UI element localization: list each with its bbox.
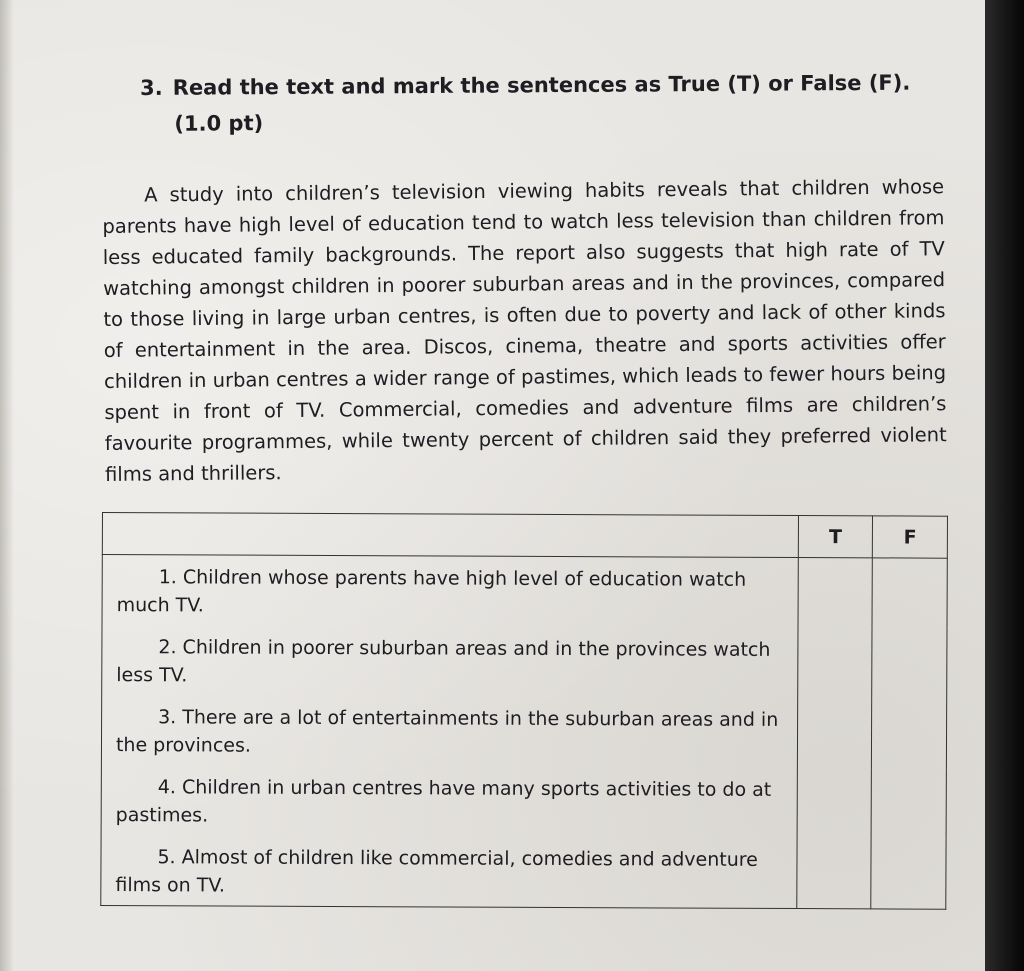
false-answer-box-3[interactable] xyxy=(872,698,947,768)
true-answer-box-1[interactable] xyxy=(798,558,873,629)
true-answer-box-4[interactable] xyxy=(797,768,872,838)
false-answer-box-1[interactable] xyxy=(872,558,947,629)
page-left-edge xyxy=(0,0,14,971)
reading-passage: A study into children’s television viewing habits reveals that children whose parents have high level of education tend to watch less television than children from less educated family backgrounds. The report also suggests that high rate of TV watching amongst children in poorer suburban areas and in the provinces, compared to those living in large urban centres, is often due to poverty and lack of other kinds of entertainment in the area. Discos, cinema, theatre and sports activities offer children in urban centres a wider range of pastimes, which leads to fewer hours being spent in front of TV. Commercial, comedies and adventure films are children’s favourite programmes, while twenty percent of children said they preferred violent films and thrillers. xyxy=(102,174,947,486)
statement-header-cell xyxy=(102,513,798,558)
table-row xyxy=(102,625,947,699)
statement-4: 4. Children in urban centres have many sports activities to do at pastimes. xyxy=(101,765,797,838)
statement-1: 1. Children whose parents have high level of education watch much TV. xyxy=(102,555,798,629)
table-row xyxy=(102,555,947,629)
table-row xyxy=(101,765,946,839)
exercise-number: 3. xyxy=(140,75,163,100)
table-header-row xyxy=(102,513,947,559)
true-false-table xyxy=(100,512,948,910)
false-answer-box-4[interactable] xyxy=(872,768,947,838)
statement-3: 3. There are a lot of entertainments in the suburban areas and in the provinces. xyxy=(101,695,797,768)
true-column-header: T xyxy=(798,516,873,558)
statement-5: 5. Almost of children like commercial, comedies and adventure films on TV. xyxy=(101,835,797,909)
false-answer-box-5[interactable] xyxy=(871,838,946,909)
photo-dark-margin xyxy=(985,0,1024,971)
exercise-heading xyxy=(140,64,960,142)
exercise-points: (1.0 pt) xyxy=(174,111,264,136)
true-answer-box-3[interactable] xyxy=(797,698,872,768)
table-row xyxy=(101,695,946,769)
true-answer-box-2[interactable] xyxy=(798,628,873,698)
table-row xyxy=(101,835,946,909)
statement-2: 2. Children in poorer suburban areas and in the provinces watch less TV. xyxy=(102,625,798,698)
false-answer-box-2[interactable] xyxy=(872,628,947,698)
false-column-header: F xyxy=(873,516,948,558)
exercise-instruction: Read the text and mark the sentences as True (T) or False (F). xyxy=(172,70,911,100)
true-answer-box-5[interactable] xyxy=(797,838,872,909)
